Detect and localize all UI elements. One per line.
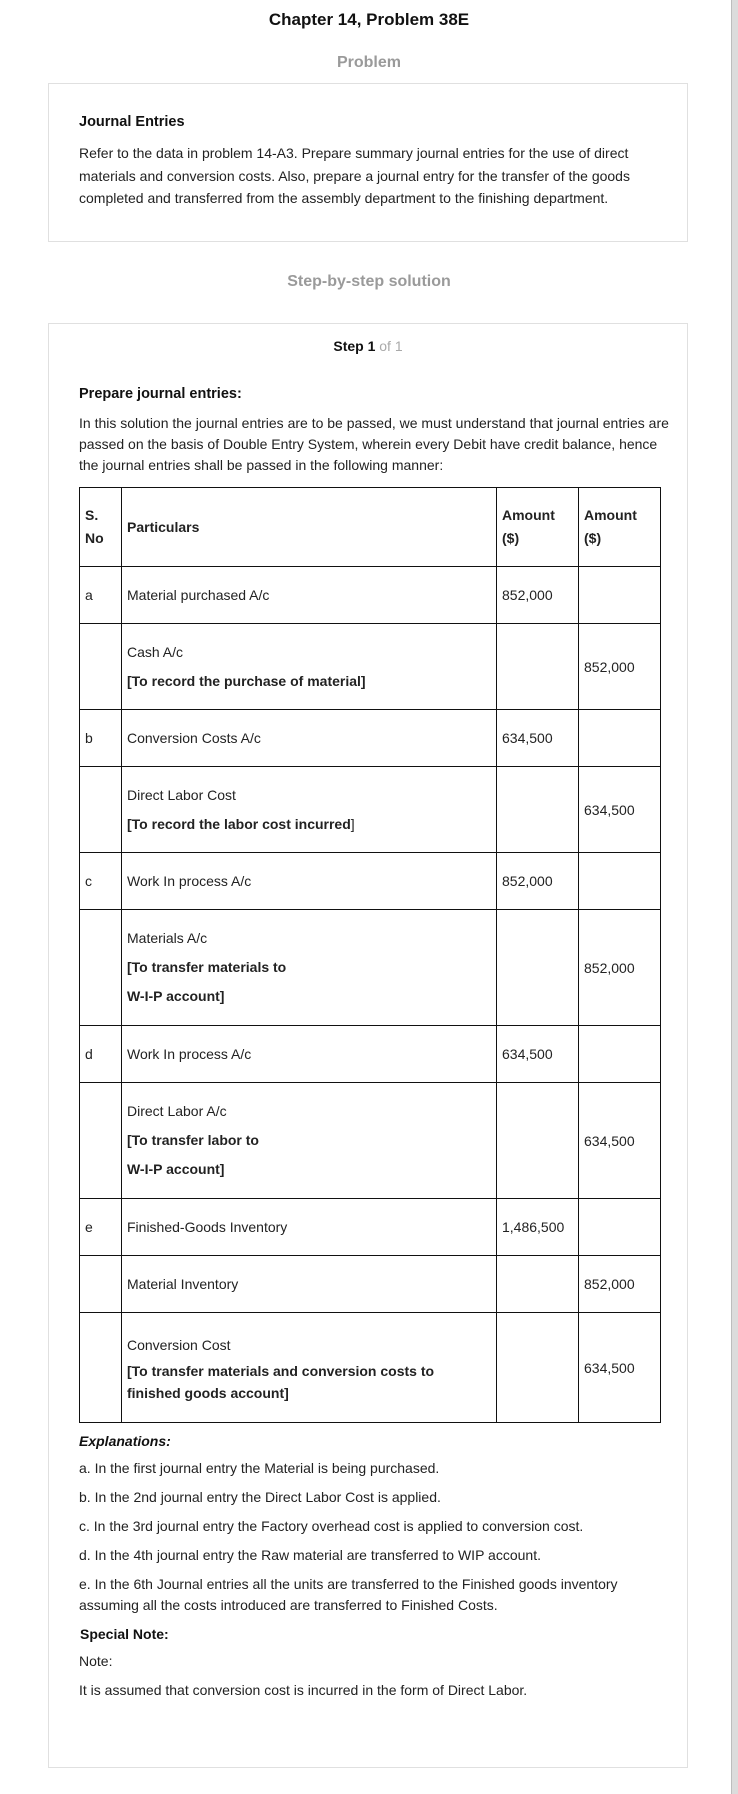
table-row bbox=[80, 1083, 661, 1199]
row-particular: Cash A/c [To record the purchase of material] bbox=[122, 624, 497, 710]
table-row bbox=[80, 567, 661, 624]
step-total: of 1 bbox=[375, 338, 403, 354]
row-credit bbox=[579, 853, 661, 910]
row-debit bbox=[497, 624, 579, 710]
row-particular: Conversion Costs A/c bbox=[122, 710, 497, 767]
row-particular: Finished-Goods Inventory bbox=[122, 1199, 497, 1256]
explanation-item: d. In the 4th journal entry the Raw material are transferred to WIP account. bbox=[79, 1547, 541, 1563]
row-credit: 852,000 bbox=[579, 1256, 661, 1313]
table-row bbox=[80, 1026, 661, 1083]
solution-section-label: Step-by-step solution bbox=[287, 273, 451, 290]
row-particular: Work In process A/c bbox=[122, 853, 497, 910]
row-narration: [To record the labor cost incurred] bbox=[127, 815, 355, 832]
row-debit bbox=[497, 1313, 579, 1423]
row-sno bbox=[80, 1256, 122, 1313]
row-narration: finished goods account] bbox=[127, 1385, 289, 1401]
row-debit: 634,500 bbox=[497, 1026, 579, 1083]
scrollbar-track[interactable] bbox=[732, 0, 738, 1794]
table-row bbox=[80, 710, 661, 767]
explanation-item: c. In the 3rd journal entry the Factory overhead cost is applied to conversion cost. bbox=[79, 1518, 584, 1534]
page-title: Chapter 14, Problem 38E bbox=[268, 10, 470, 29]
row-narration: [To transfer labor to bbox=[127, 1132, 259, 1148]
row-particular: Direct Labor A/c [To transfer labor to W-I-P account] bbox=[122, 1083, 497, 1199]
table-header-row bbox=[80, 488, 661, 567]
explanation-item: b. In the 2nd journal entry the Direct Labor Cost is applied. bbox=[79, 1489, 441, 1505]
row-sno bbox=[80, 767, 122, 853]
row-credit bbox=[579, 710, 661, 767]
row-credit: 852,000 bbox=[579, 624, 661, 710]
problem-section-label: Problem bbox=[336, 54, 401, 71]
problem-heading: Journal Entries bbox=[79, 114, 185, 130]
header-credit-amount: Amount ($) bbox=[579, 488, 661, 567]
row-credit: 634,500 bbox=[579, 767, 661, 853]
row-sno: b bbox=[80, 710, 122, 767]
table-row bbox=[80, 624, 661, 710]
row-particular: Direct Labor Cost [To record the labor cost incurred] bbox=[122, 767, 497, 853]
explanation-item: e. In the 6th Journal entries all the units are transferred to the Finished goods inventory assuming all the costs introduced are transferred to Finished Costs. bbox=[79, 1576, 618, 1613]
row-particular: Work In process A/c bbox=[122, 1026, 497, 1083]
solution-heading: Prepare journal entries: bbox=[79, 386, 242, 402]
problem-box bbox=[48, 83, 688, 242]
note-text: It is assumed that conversion cost is incurred in the form of Direct Labor. bbox=[79, 1682, 528, 1698]
row-sno: a bbox=[80, 567, 122, 624]
row-sno: d bbox=[80, 1026, 122, 1083]
explanation-item: a. In the first journal entry the Material is being purchased. bbox=[79, 1460, 440, 1476]
row-credit: 634,500 bbox=[579, 1313, 661, 1423]
row-credit: 852,000 bbox=[579, 910, 661, 1026]
row-debit bbox=[497, 910, 579, 1026]
row-debit bbox=[497, 1256, 579, 1313]
row-debit: 852,000 bbox=[497, 567, 579, 624]
row-particular: Materials A/c [To transfer materials to W-I-P account] bbox=[122, 910, 497, 1026]
row-narration: [To transfer materials to bbox=[127, 959, 287, 975]
row-particular: Conversion Cost [To transfer materials and conversion costs to finished goods account] bbox=[122, 1313, 497, 1423]
row-sno bbox=[80, 910, 122, 1026]
row-debit: 852,000 bbox=[497, 853, 579, 910]
row-narration: W-I-P account] bbox=[127, 1161, 225, 1177]
solution-intro: In this solution the journal entries are to be passed, we must understand that journal entries are passed on the basis of Double Entry System, wherein every Debit have credit balance, hence the journal entries shall be passed in the following manner: bbox=[79, 415, 669, 473]
table-row bbox=[80, 910, 661, 1026]
row-credit: 634,500 bbox=[579, 1083, 661, 1199]
explanations-section bbox=[79, 1432, 669, 1701]
step-indicator bbox=[49, 338, 687, 354]
row-particular: Material purchased A/c bbox=[122, 567, 497, 624]
row-sno: c bbox=[80, 853, 122, 910]
row-credit bbox=[579, 1026, 661, 1083]
journal-entries-table bbox=[79, 487, 661, 1423]
table-row bbox=[80, 853, 661, 910]
header-sno: S. No bbox=[80, 488, 122, 567]
row-narration: [To transfer materials and conversion costs to bbox=[127, 1363, 435, 1379]
row-credit bbox=[579, 1199, 661, 1256]
row-debit bbox=[497, 767, 579, 853]
row-debit bbox=[497, 1083, 579, 1199]
table-row bbox=[80, 1256, 661, 1313]
explanations-heading: Explanations: bbox=[79, 1433, 171, 1449]
row-sno: e bbox=[80, 1199, 122, 1256]
problem-text: Refer to the data in problem 14-A3. Prepare summary journal entries for the use of direct materials and conversion costs. Also, prepare a journal entry for the transfer of the goods completed and transferred from the assembly department to the finishing department. bbox=[79, 145, 630, 206]
row-narration: W-I-P account] bbox=[127, 988, 225, 1004]
row-particular: Material Inventory bbox=[122, 1256, 497, 1313]
row-sno bbox=[80, 1083, 122, 1199]
header-particulars: Particulars bbox=[122, 488, 497, 567]
row-sno bbox=[80, 1313, 122, 1423]
table-row bbox=[80, 767, 661, 853]
table-row bbox=[80, 1199, 661, 1256]
row-debit: 634,500 bbox=[497, 710, 579, 767]
row-narration: [To record the purchase of material] bbox=[127, 672, 366, 689]
note-label: Note: bbox=[79, 1653, 113, 1669]
table-row bbox=[80, 1313, 661, 1423]
solution-box bbox=[48, 323, 688, 1768]
row-debit: 1,486,500 bbox=[497, 1199, 579, 1256]
row-sno bbox=[80, 624, 122, 710]
row-credit bbox=[579, 567, 661, 624]
step-label: Step 1 bbox=[333, 338, 376, 354]
special-note-heading: Special Note: bbox=[80, 1626, 169, 1642]
header-debit-amount: Amount ($) bbox=[497, 488, 579, 567]
